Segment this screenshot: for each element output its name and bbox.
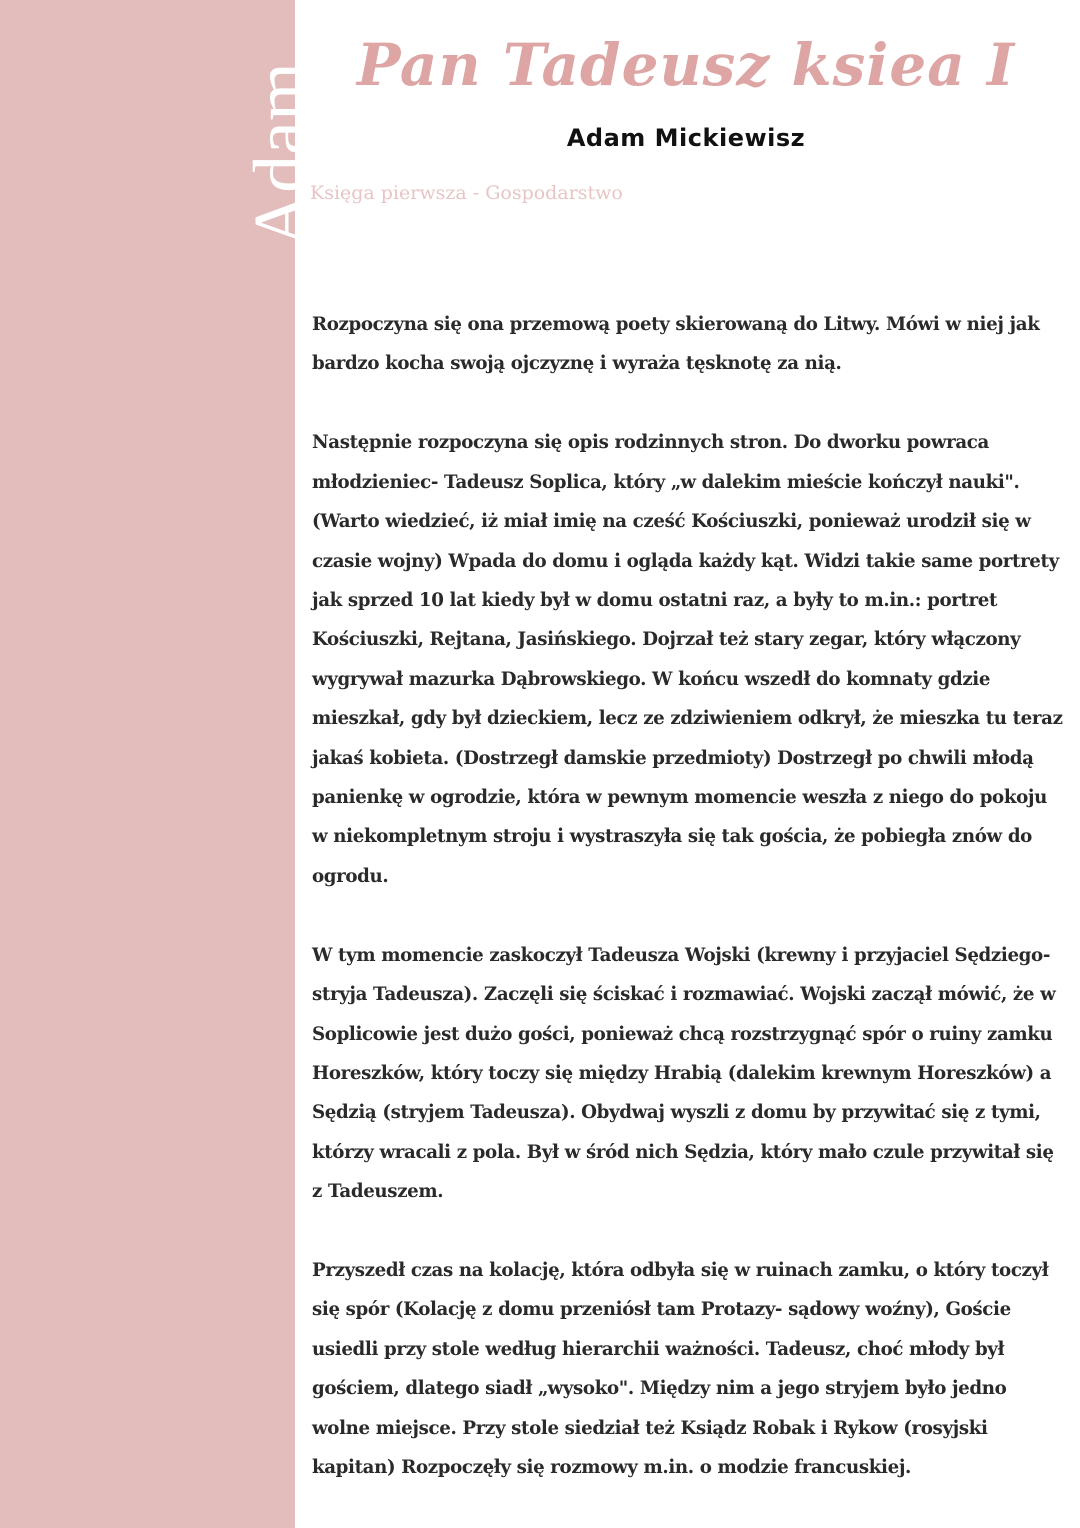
author-name: Adam Mickiewisz bbox=[566, 124, 806, 152]
paragraph-1: Rozpoczyna się ona przemową poety skierowaną do Litwy. Mówi w niej jak bardzo kocha swoją ojczyznę i wyraża tęsknotę za nią. bbox=[312, 314, 1040, 375]
page-title: Pan Tadeusz ksiea I bbox=[356, 31, 1016, 99]
sidebar-first-name: Adam bbox=[239, 62, 323, 248]
article-body bbox=[312, 305, 1064, 1527]
book-subtitle: Księga pierwsza - Gospodarstwo bbox=[310, 182, 623, 204]
sidebar-last-name: Mickiewicz bbox=[305, 62, 389, 421]
sidebar-panel bbox=[0, 0, 389, 1528]
paragraph-2: Następnie rozpoczyna się opis rodzinnych stron. Do dworku powraca młodzieniec- Tadeusz Soplica, który „w dalekim mieście kończył nauki". (Warto wiedzieć, iż miał imię na cześć Kościuszki, ponieważ urodził się w czasie wojny) Wpada do domu i ogląda każdy kąt. Widzi takie same portrety jak sprzed 10 lat kiedy był w domu ostatni raz, a były to m.in.: portret Kościuszki, Rejtana, Jasińskiego. Dojrzał też stary zegar, który włączony wygrywał mazurka Dąbrowskiego. W końcu wszedł do komnaty gdzie mieszkał, gdy był dzieckiem, lecz ze zdziwieniem odkrył, że mieszka tu teraz jakaś kobieta. (Dostrzegł damskie przedmioty) Dostrzegł po chwili młodą panienkę w ogrodzie, która w pewnym momencie weszła z niego do pokoju w niekompletnym stroju i wystraszyła się tak gościa, że pobiegła znów do ogrodu. bbox=[312, 432, 1063, 887]
paragraph-3: W tym momencie zaskoczył Tadeusza Wojski (krewny i przyjaciel Sędziego- stryja Tadeusza). Zaczęli się ściskać i rozmawiać. Wojski zaczął mówić, że w Soplicowie jest dużo gości, ponieważ chcą rozstrzygnąć spór o ruiny zamku Horeszków, który toczy się między Hrabią (dalekim krewnym Horeszków) a Sędzią (stryjem Tadeusza). Obydwaj wyszli z domu by przywitać się z tymi, którzy wracali z pola. Był w śród nich Sędzia, który mało czule przywitał się z Tadeuszem. bbox=[312, 944, 1056, 1203]
paragraph-4: Przyszedł czas na kolację, która odbyła się w ruinach zamku, o który toczył się spór (Kolację z domu przeniósł tam Protazy- sądowy woźny), Goście usiedli przy stole według hierarchii ważności. Tadeusz, choć młody był gościem, dlatego siadł „wysoko". Między nim a jego stryjem było jedno wolne miejsce. Przy stole siedział też Ksiądz Robak i Rykow (rosyjski kapitan) Rozpoczęły się rozmowy m.in. o modzie francuskiej. bbox=[312, 1260, 1049, 1479]
